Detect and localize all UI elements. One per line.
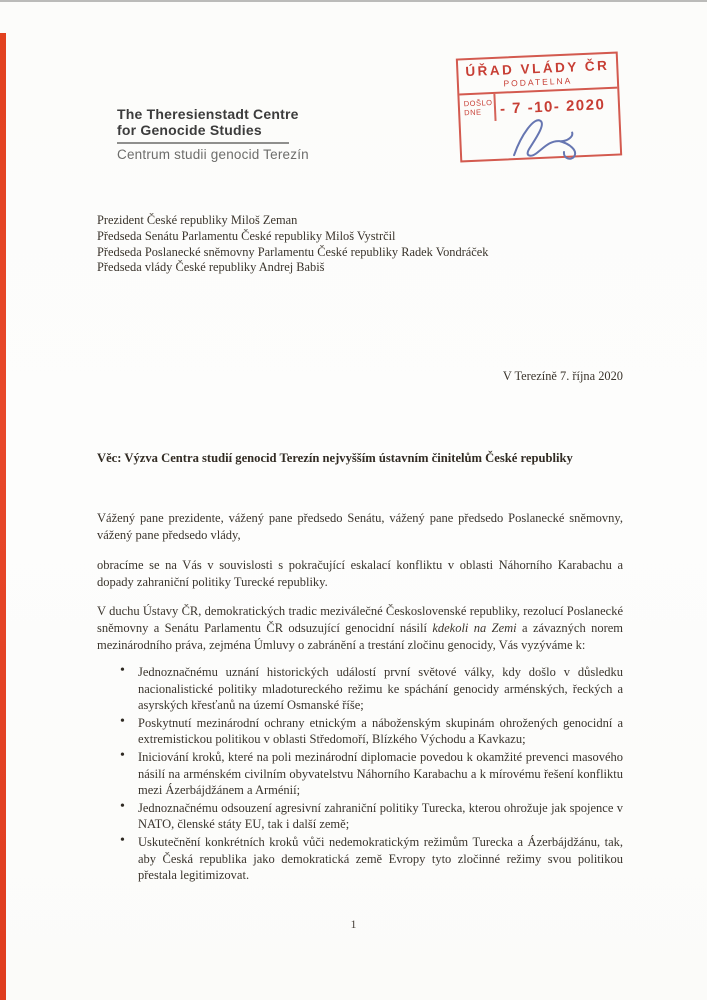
appeal-paragraph (97, 603, 623, 654)
appeal-paragraph-italic: kdekoli na Zemi (432, 621, 517, 635)
stamp-received-label-line1: DOŠLO (463, 98, 493, 109)
letterhead (117, 106, 357, 162)
recipient-line: Předseda vlády České republiky Andrej Babiš (97, 260, 325, 275)
stamp-vertical-divider (493, 94, 496, 121)
bullet-item: • Jednoznačnému odsouzení agresivní zahraniční politiky Turecka, kterou ohrožuje jak spojence v NATO, členské státy EU, tak i další země; (119, 800, 623, 833)
subject-line: Věc: Výzva Centra studií genocid Terezín nejvyšším ústavním činitelům České republiky (97, 451, 573, 465)
stamp-received-label-line2: DNE (463, 107, 482, 117)
bullet-item: • Jednoznačnému uznání historických událostí první světové války, kdy došlo v důsledku nacionalistické politiky mladotureckého režimu ke spáchání genocidy arménských, řeckých a asyrských křesťanů na území Osmanské říše; (119, 664, 623, 714)
recipient-list (97, 213, 488, 276)
page-number: 1 (350, 917, 357, 931)
appeal-paragraph-post: a závazných norem mezinárodního práva, zejména Úmluvy o zabránění a trestání zločinu genocidy, Vás vyzýváme k: (97, 621, 623, 652)
letterhead-subtitle: Centrum studii genocid Terezín (117, 147, 309, 162)
registry-stamp (456, 52, 622, 163)
bullet-item: • Poskytnutí mezinárodní ochrany etnickým a náboženským skupinám ohrožených genocidní a extremistickou politikou v oblasti Středomoří, Blízkého Východu a Kavkazu; (119, 715, 623, 748)
intro-paragraph: obracíme se na Vás v souvislosti s pokračující eskalací konfliktu v oblasti Náhorního Karabachu a dopady zahraniční politiky Turecké republiky. (97, 558, 623, 589)
stamp-date: - 7 -10- 2020 (499, 96, 606, 118)
stamp-department: PODATELNA (503, 75, 573, 89)
scan-artifact-red-edge (0, 33, 6, 1000)
letterhead-title-line1: The Theresienstadt Centre (117, 106, 299, 122)
demands-list (119, 664, 623, 885)
letterhead-title-line2: for Genocide Studies (117, 122, 262, 138)
handwritten-signature (502, 108, 596, 164)
dateline: V Terezíně 7. října 2020 (502, 369, 623, 383)
stamp-lower-section (459, 89, 620, 161)
salutation-paragraph: Vážený pane prezidente, vážený pane předsedo Senátu, vážený pane předsedo Poslanecké sněmovny, vážený pane předsedo vlády, (97, 511, 623, 542)
appeal-paragraph-pre: V duchu Ústavy ČR, demokratických tradic meziválečné Československé republiky, rezolucí Poslanecké sněmovny a Senátu Parlamentu ČR odsuzující genocidní násilí (97, 604, 623, 635)
letterhead-divider (117, 142, 289, 144)
scan-artifact-top-line (0, 0, 707, 2)
bullet-item: • Uskutečnění konkrétních kroků vůči nedemokratickým režimům Turecka a Ázerbájdžánu, tak, aby Česká republika jako demokratická země Evropy tyto zločinné režimy svou politikou přestala legitimizovat. (119, 834, 623, 884)
recipient-line: Předseda Poslanecké sněmovny Parlamentu České republiky Radek Vondráček (97, 244, 489, 259)
stamp-received-label (464, 99, 493, 117)
bullet-item: • Iniciování kroků, které na poli mezinárodní diplomacie povedou k okamžité prevenci masového násilí na arménském civilním obyvatelstvu Náhorního Karabachu a k mírovému řešení konfliktu mezi Ázerbájdžánem a Arménií; (119, 749, 623, 799)
recipient-line: Prezident České republiky Miloš Zeman (97, 213, 298, 227)
recipient-line: Předseda Senátu Parlamentu České republiky Miloš Vystrčil (97, 228, 396, 243)
stamp-office-name: ÚŘAD VLÁDY ČR (465, 57, 610, 80)
